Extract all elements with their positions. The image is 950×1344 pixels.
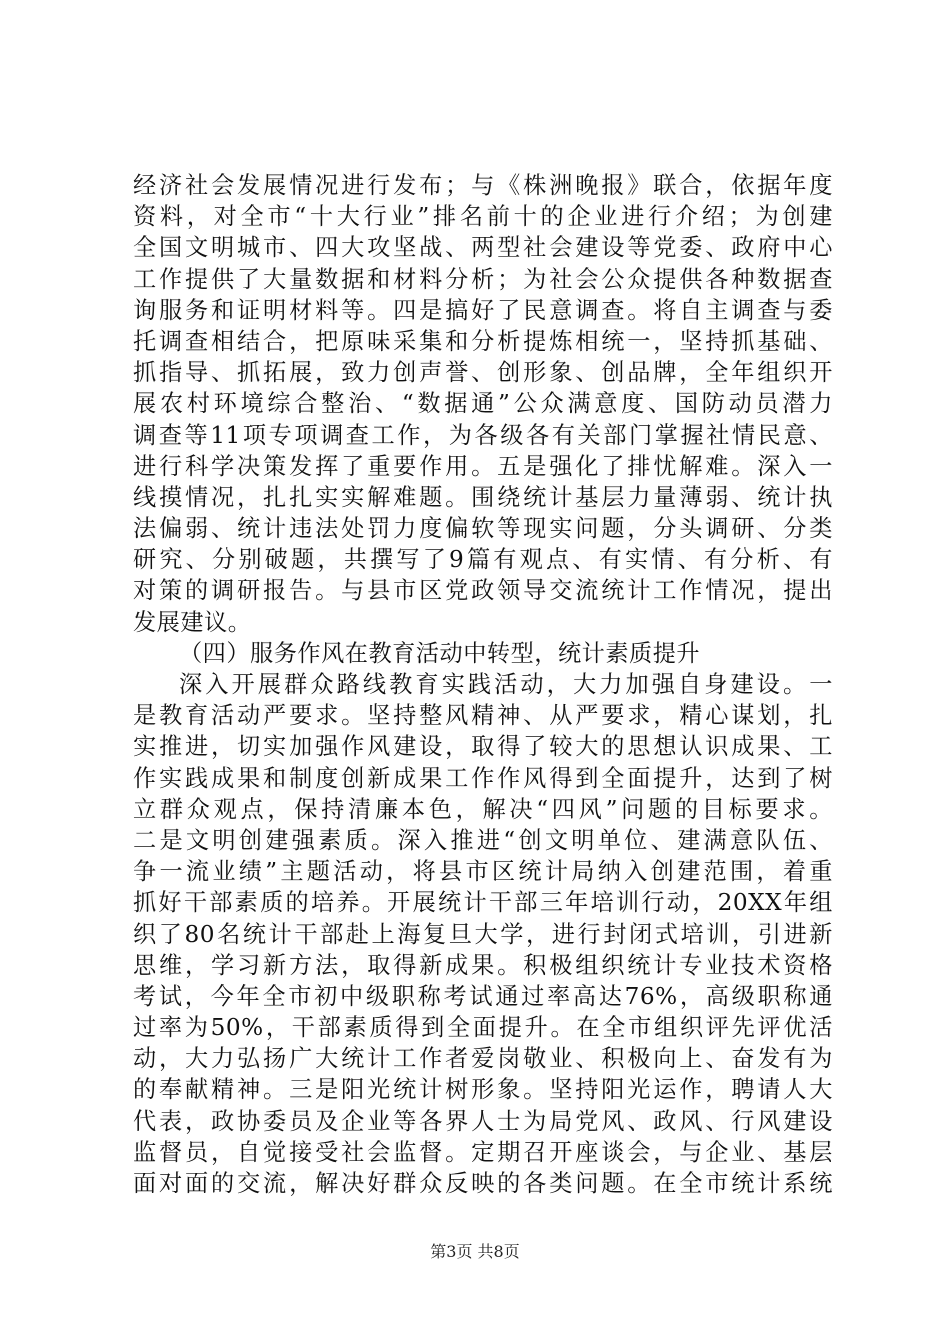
text-line: 抓指导、抓拓展，致力创声誉、创形象、创品牌，全年组织开: [133, 359, 833, 387]
text-line: 调查等11项专项调查工作，为各级各有关部门掌握社情民意、: [133, 421, 833, 449]
text-line: 监督员，自觉接受社会监督。定期召开座谈会，与企业、基层: [133, 1138, 833, 1166]
text-line: 思维，学习新方法，取得新成果。积极组织统计专业技术资格: [133, 951, 833, 979]
text-line: 实推进，切实加强作风建设，取得了较大的思想认识成果、工: [133, 733, 833, 761]
text-line: 展农村环境综合整治、“数据通”公众满意度、国防动员潜力: [133, 390, 833, 418]
text-line: 全国文明城市、四大攻坚战、两型社会建设等党委、政府中心: [133, 234, 833, 262]
text-line: 作实践成果和制度创新成果工作作风得到全面提升，达到了树: [133, 764, 833, 792]
text-line: 二是文明创建强素质。深入推进“创文明单位、建满意队伍、: [133, 826, 833, 854]
text-line: 托调查相结合，把原味采集和分析提炼相统一，坚持抓基础、: [133, 327, 833, 355]
text-line: 代表，政协委员及企业等各界人士为局党风、政风、行风建设: [133, 1107, 833, 1135]
text-line: 资料，对全市“十大行业”排名前十的企业进行介绍；为创建: [133, 203, 833, 231]
text-line: 面对面的交流，解决好群众反映的各类问题。在全市统计系统: [133, 1170, 833, 1197]
page-number: 第3页 共8页: [430, 1242, 520, 1261]
text-line: 法偏弱、统计违法处罚力度偏软等现实问题，分头调研、分类: [133, 515, 833, 543]
text-line: 抓好干部素质的培养。开展统计干部三年培训行动，20XX年组: [133, 889, 833, 917]
text-line: 考试，今年全市初中级职称考试通过率高达76%，高级职称通: [133, 982, 833, 1010]
text-line: 的奉献精神。三是阳光统计树形象。坚持阳光运作，聘请人大: [133, 1076, 833, 1104]
text-line: 立群众观点，保持清廉本色，解决“四风”问题的目标要求。: [133, 795, 833, 823]
text-line: 发展建议。: [133, 608, 252, 636]
text-line: 工作提供了大量数据和材料分析；为社会公众提供各种数据查: [133, 265, 833, 293]
section-heading: （四）服务作风在教育活动中转型，统计素质提升: [179, 639, 701, 667]
text-line: 经济社会发展情况进行发布；与《株洲晚报》联合，依据年度: [133, 172, 833, 199]
text-line: 研究、分别破题，共撰写了9篇有观点、有实情、有分析、有: [133, 546, 833, 574]
text-line: 询服务和证明材料等。四是搞好了民意调查。将自主调查与委: [133, 296, 833, 324]
text-line: 织了80名统计干部赴上海复旦大学，进行封闭式培训，引进新: [133, 920, 833, 948]
document-body: [133, 170, 833, 1199]
text-line: 对策的调研报告。与县市区党政领导交流统计工作情况，提出: [133, 577, 833, 605]
text-line: 争一流业绩”主题活动，将县市区统计局纳入创建范围，着重: [133, 858, 833, 886]
text-line: 线摸情况，扎扎实实解难题。围绕统计基层力量薄弱、统计执: [133, 483, 833, 511]
text-line: 过率为50%，干部素质得到全面提升。在全市组织评先评优活: [133, 1014, 833, 1042]
text-line: 是教育活动严要求。坚持整风精神、从严要求，精心谋划，扎: [133, 702, 833, 730]
text-line: 深入开展群众路线教育实践活动，大力加强自身建设。一: [179, 671, 833, 698]
text-line: 动，大力弘扬广大统计工作者爱岗敬业、积极向上、奋发有为: [133, 1045, 833, 1073]
text-line: 进行科学决策发挥了重要作用。五是强化了排忧解难。深入一: [133, 452, 833, 480]
